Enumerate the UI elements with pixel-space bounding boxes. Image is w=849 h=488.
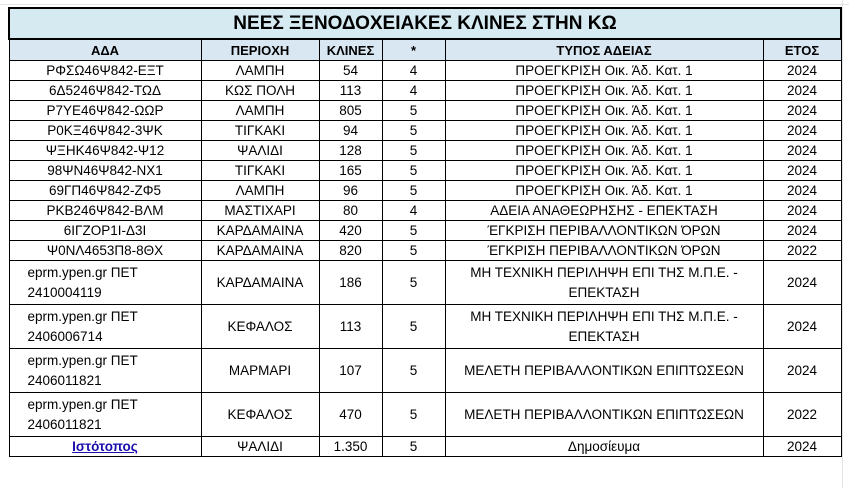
cell-year: 2024 <box>763 61 841 81</box>
cell-beds: 54 <box>319 61 382 81</box>
cell-stars: 5 <box>382 349 445 393</box>
cell-beds: 113 <box>319 81 382 101</box>
table-row <box>9 261 841 305</box>
cell-ada: 69ΓΠ46Ψ842-ΖΦ5 <box>9 181 201 201</box>
cell-area: ΚΑΡΔΑΜΑΙΝΑ <box>201 261 319 305</box>
hotel-beds-table <box>8 7 842 457</box>
cell-beds: 80 <box>319 201 382 221</box>
cell-stars: 5 <box>382 261 445 305</box>
table-row <box>9 305 841 349</box>
cell-ada: 98ΨΝ46Ψ842-ΝΧ1 <box>9 161 201 181</box>
cell-area: ΤΙΓΚΑΚΙ <box>201 121 319 141</box>
cell-area: ΚΕΦΑΛΟΣ <box>201 393 319 437</box>
cell-license-type: ΜΕΛΕΤΗ ΠΕΡΙΒΑΛΛΟΝΤΙΚΩΝ ΕΠΙΠΤΩΣΕΩΝ <box>445 349 763 393</box>
cell-stars: 4 <box>382 61 445 81</box>
table-row <box>9 393 841 437</box>
cell-license-type: ΜΕΛΕΤΗ ΠΕΡΙΒΑΛΛΟΝΤΙΚΩΝ ΕΠΙΠΤΩΣΕΩΝ <box>445 393 763 437</box>
cell-license-type: ΈΓΚΡΙΣΗ ΠΕΡΙΒΑΛΛΟΝΤΙΚΩΝ ΌΡΩΝ <box>445 241 763 261</box>
table-row <box>9 61 841 81</box>
table-row <box>9 349 841 393</box>
cell-area: ΛΑΜΠΗ <box>201 61 319 81</box>
cell-beds: 107 <box>319 349 382 393</box>
cell-license-type: ΑΔΕΙΑ ΑΝΑΘΕΩΡΗΣΗΣ - ΕΠΕΚΤΑΣΗ <box>445 201 763 221</box>
cell-year: 2024 <box>763 349 841 393</box>
cell-area: ΜΑΡΜΑΡΙ <box>201 349 319 393</box>
cell-year: 2024 <box>763 305 841 349</box>
table-row <box>9 81 841 101</box>
cell-license-type: ΠΡΟΕΓΚΡΙΣΗ Οικ. Άδ. Κατ. 1 <box>445 161 763 181</box>
cell-ada: ΡΦΣΩ46Ψ842-ΕΞΤ <box>9 61 201 81</box>
cell-stars: 5 <box>382 161 445 181</box>
cell-year: 2024 <box>763 141 841 161</box>
cell-year: 2024 <box>763 81 841 101</box>
header-license-type: ΤΥΠΟΣ ΑΔΕΙΑΣ <box>445 39 763 61</box>
cell-ada: Ρ0ΚΞ46Ψ842-3ΨΚ <box>9 121 201 141</box>
cell-ada: ΨΞΗΚ46Ψ842-Ψ12 <box>9 141 201 161</box>
header-stars: * <box>382 39 445 61</box>
cell-license-type: ΠΡΟΕΓΚΡΙΣΗ Οικ. Άδ. Κατ. 1 <box>445 61 763 81</box>
cell-ada: eprm.ypen.gr ΠΕΤ 2410004119 <box>9 261 201 305</box>
cell-license-type: ΠΡΟΕΓΚΡΙΣΗ Οικ. Άδ. Κατ. 1 <box>445 141 763 161</box>
cell-beds: 165 <box>319 161 382 181</box>
header-area: ΠΕΡΙΟΧΗ <box>201 39 319 61</box>
cell-beds: 128 <box>319 141 382 161</box>
cell-ada <box>9 437 201 457</box>
cell-ada: eprm.ypen.gr ΠΕΤ 2406011821 <box>9 349 201 393</box>
cell-beds: 186 <box>319 261 382 305</box>
cell-year: 2024 <box>763 161 841 181</box>
header-beds: ΚΛΙΝΕΣ <box>319 39 382 61</box>
cell-license-type: ΠΡΟΕΓΚΡΙΣΗ Οικ. Άδ. Κατ. 1 <box>445 181 763 201</box>
cell-area: ΤΙΓΚΑΚΙ <box>201 161 319 181</box>
cell-year: 2024 <box>763 261 841 305</box>
cell-ada: 6ΙΓΖΟΡ1Ι-Δ3Ι <box>9 221 201 241</box>
cell-ada: eprm.ypen.gr ΠΕΤ 2406011821 <box>9 393 201 437</box>
table-row <box>9 437 841 457</box>
cell-stars: 5 <box>382 181 445 201</box>
cell-stars: 5 <box>382 141 445 161</box>
cell-beds: 113 <box>319 305 382 349</box>
cell-beds: 420 <box>319 221 382 241</box>
cell-area: ΨΑΛΙΔΙ <box>201 437 319 457</box>
cell-area: ΚΑΡΔΑΜΑΙΝΑ <box>201 241 319 261</box>
cell-year: 2024 <box>763 121 841 141</box>
table-row <box>9 141 841 161</box>
cell-area: ΚΩΣ ΠΟΛΗ <box>201 81 319 101</box>
table-row <box>9 121 841 141</box>
cell-license-type: ΈΓΚΡΙΣΗ ΠΕΡΙΒΑΛΛΟΝΤΙΚΩΝ ΌΡΩΝ <box>445 221 763 241</box>
cell-ada: Ψ0ΝΛ4653Π8-8ΘΧ <box>9 241 201 261</box>
sheet-gridline-right <box>842 0 843 488</box>
cell-stars: 4 <box>382 81 445 101</box>
table-row <box>9 201 841 221</box>
cell-area: ΜΑΣΤΙΧΑΡΙ <box>201 201 319 221</box>
cell-year: 2024 <box>763 101 841 121</box>
cell-stars: 4 <box>382 201 445 221</box>
cell-area: ΚΕΦΑΛΟΣ <box>201 305 319 349</box>
cell-license-type: Δημοσίευμα <box>445 437 763 457</box>
cell-year: 2022 <box>763 393 841 437</box>
cell-license-type: ΜΗ ΤΕΧΝΙΚΗ ΠΕΡΙΛΗΨΗ ΕΠΙ ΤΗΣ Μ.Π.Ε. - ΕΠΕΚΤΑΣΗ <box>445 261 763 305</box>
table-row <box>9 101 841 121</box>
cell-license-type: ΠΡΟΕΓΚΡΙΣΗ Οικ. Άδ. Κατ. 1 <box>445 101 763 121</box>
header-ada: ΑΔΑ <box>9 39 201 61</box>
website-link[interactable]: Ιστότοπος <box>72 439 138 454</box>
cell-ada: 6Δ5246Ψ842-ΤΩΔ <box>9 81 201 101</box>
header-year: ΕΤΟΣ <box>763 39 841 61</box>
header-row <box>9 39 841 61</box>
table-row <box>9 181 841 201</box>
cell-year: 2024 <box>763 181 841 201</box>
table-row <box>9 241 841 261</box>
cell-stars: 5 <box>382 221 445 241</box>
cell-ada: ΡΚΒ246Ψ842-ΒΛΜ <box>9 201 201 221</box>
table-title: ΝΕΕΣ ΞΕΝΟΔΟΧΕΙΑΚΕΣ ΚΛΙΝΕΣ ΣΤΗΝ ΚΩ <box>9 8 841 39</box>
cell-license-type: ΠΡΟΕΓΚΡΙΣΗ Οικ. Άδ. Κατ. 1 <box>445 121 763 141</box>
cell-ada: Ρ7ΥΕ46Ψ842-ΩΩΡ <box>9 101 201 121</box>
cell-license-type: ΠΡΟΕΓΚΡΙΣΗ Οικ. Άδ. Κατ. 1 <box>445 81 763 101</box>
cell-beds: 820 <box>319 241 382 261</box>
cell-beds: 470 <box>319 393 382 437</box>
cell-year: 2024 <box>763 201 841 221</box>
cell-stars: 5 <box>382 241 445 261</box>
cell-year: 2024 <box>763 221 841 241</box>
cell-stars: 5 <box>382 305 445 349</box>
cell-area: ΛΑΜΠΗ <box>201 101 319 121</box>
cell-beds: 94 <box>319 121 382 141</box>
cell-beds: 96 <box>319 181 382 201</box>
cell-stars: 5 <box>382 393 445 437</box>
cell-year: 2024 <box>763 437 841 457</box>
table-row <box>9 161 841 181</box>
cell-stars: 5 <box>382 121 445 141</box>
sheet-gridline-top <box>0 4 849 5</box>
cell-area: ΨΑΛΙΔΙ <box>201 141 319 161</box>
table-row <box>9 221 841 241</box>
cell-license-type: ΜΗ ΤΕΧΝΙΚΗ ΠΕΡΙΛΗΨΗ ΕΠΙ ΤΗΣ Μ.Π.Ε. - ΕΠΕΚΤΑΣΗ <box>445 305 763 349</box>
cell-area: ΚΑΡΔΑΜΑΙΝΑ <box>201 221 319 241</box>
cell-area: ΛΑΜΠΗ <box>201 181 319 201</box>
cell-ada: eprm.ypen.gr ΠΕΤ 2406006714 <box>9 305 201 349</box>
cell-beds: 1.350 <box>319 437 382 457</box>
cell-stars: 5 <box>382 437 445 457</box>
cell-beds: 805 <box>319 101 382 121</box>
cell-stars: 5 <box>382 101 445 121</box>
cell-year: 2022 <box>763 241 841 261</box>
